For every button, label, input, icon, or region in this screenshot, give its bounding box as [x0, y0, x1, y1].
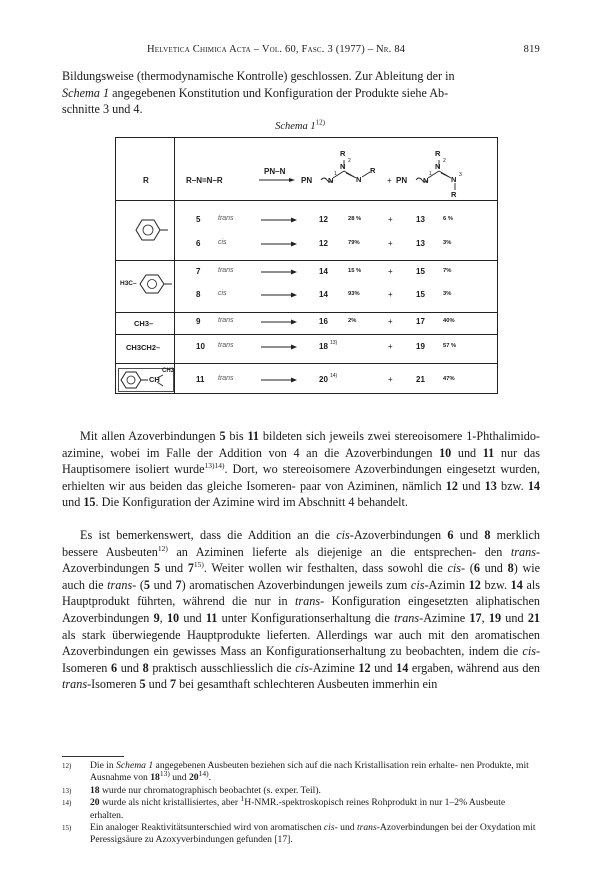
reaction-arrow-icon	[261, 216, 297, 224]
text-run: H-NMR.-spektroskopisch reines Rohprodukt in nur	[244, 797, 443, 809]
text-run: und	[457, 478, 485, 493]
text-run: und	[451, 445, 483, 460]
plus-sign: +	[388, 290, 393, 299]
compound-ref: 9	[153, 610, 160, 625]
text-run: - (	[132, 577, 144, 592]
italic-term: cis	[336, 528, 350, 542]
italic-term: cis	[522, 644, 536, 659]
compound-ref: 5	[219, 429, 226, 443]
tolyl-structure-icon	[136, 274, 172, 296]
product-1-yield: 2%	[348, 318, 357, 324]
product-1-yield: 79%	[348, 240, 360, 246]
configuration-label: trans	[218, 317, 234, 324]
italic-term: trans	[394, 610, 420, 625]
header-locant: 2	[348, 158, 351, 164]
text-run: ,	[481, 610, 489, 625]
configuration-label: trans	[218, 375, 234, 382]
italic-term: Schema 1	[116, 760, 154, 771]
text-run: und	[479, 561, 508, 576]
compound-ref: 12	[358, 660, 371, 675]
compound-ref: 11	[482, 445, 495, 460]
compound-ref: 20	[90, 797, 100, 809]
header-prod-left-pn: PN	[301, 176, 313, 185]
text-run: 1–2% Ausbeute erhalten.	[90, 797, 506, 821]
compound-ref: 19	[488, 610, 502, 625]
product-1-yield: 15 %	[348, 268, 362, 274]
footnote-rule	[62, 756, 124, 757]
text-run: und	[62, 495, 84, 510]
text-run: bzw.	[496, 478, 528, 493]
compound-ref: 14	[527, 478, 541, 493]
text-run: und	[179, 610, 206, 625]
compound-ref: 13	[484, 478, 497, 493]
text-run: und	[160, 561, 188, 576]
schema-ref: Schema 1	[62, 85, 110, 100]
footnote-12	[62, 760, 540, 785]
product-2-yield: 40%	[443, 318, 455, 324]
configuration-label: cis	[218, 290, 227, 297]
header-locant: 3	[459, 172, 462, 178]
text-run: ein gewisses Mass an Konfigurationserhaltung zu beobachten, indem die	[153, 644, 523, 659]
compound-ref: 20	[189, 772, 199, 784]
product-2-number: 19	[416, 342, 425, 351]
text-run: an Aziminen lieferte als diejenige an die entsprechen-	[167, 544, 477, 559]
compound-ref: 8	[142, 660, 149, 675]
text-run: und	[117, 660, 143, 675]
text-run: Ein analoger Reaktivitätsunterschied wird von aromatischen	[90, 822, 324, 834]
text-run: .	[208, 772, 211, 784]
text-run: - und	[334, 822, 357, 834]
italic-term: trans	[62, 677, 88, 692]
product-2-number: 15	[416, 290, 425, 299]
plus-sign: +	[388, 267, 393, 276]
header-plus: +	[387, 176, 392, 185]
footnote-14	[62, 794, 540, 822]
plus-sign: +	[388, 317, 393, 326]
group-divider	[116, 312, 497, 313]
azo-compound-number: 6	[196, 239, 201, 248]
body-paragraph-1	[62, 428, 540, 511]
azo-compound-number: 9	[196, 317, 201, 326]
text-run: nur das Hauptisomere isoliert wurde	[62, 445, 541, 477]
header-r-top2: R	[435, 149, 441, 158]
schema-caption	[0, 118, 600, 132]
text-run: Azoverbindungen eingesetzt wurden, erhielten wir aus beiden das gleiche Isomeren-	[62, 462, 541, 493]
text-run: bis	[225, 429, 248, 443]
group-divider	[116, 363, 497, 364]
header-n-top2: N	[435, 162, 441, 171]
product-1-number: 14	[319, 290, 328, 299]
compound-ref: 7	[169, 677, 177, 692]
product-1-number: 20	[319, 375, 328, 384]
text-run: -Azoverbindungen	[349, 528, 448, 542]
italic-term: trans	[107, 577, 133, 592]
text-run: -Isomeren	[87, 677, 140, 692]
product-1-number: 12	[319, 239, 328, 248]
azo-compound-number: 10	[196, 342, 205, 351]
compound-ref: 10	[166, 610, 180, 625]
text-run: den	[484, 544, 511, 559]
text-run: und	[169, 772, 189, 784]
product-2-number: 13	[416, 215, 425, 224]
footnote-15	[62, 822, 540, 847]
text-run: -Azoverbindungen	[376, 822, 449, 834]
compound-ref: 6	[110, 660, 118, 675]
footnote-ref: 14)	[198, 769, 209, 779]
header-azo: R–N=N–R	[186, 176, 223, 185]
header-structures	[116, 138, 499, 200]
text-run: merklich bessere Ausbeuten	[62, 528, 540, 559]
plus-sign: +	[388, 375, 393, 384]
text-run: und	[501, 610, 528, 625]
footnote-ref: 14)	[330, 373, 338, 379]
text-run: bei der Oxydation mit Peressigsäure zu Azoxyverbindungen gefunden [17].	[90, 822, 536, 846]
text-run: und	[453, 528, 485, 542]
header-reagent: PN–N	[264, 167, 286, 176]
italic-term: cis	[323, 822, 335, 834]
reaction-arrow-icon	[261, 343, 297, 351]
text-run: Konfigurationserhaltung die	[250, 610, 395, 625]
text-run: Die in	[90, 760, 117, 771]
text-run: Es ist bemerkenswert, dass die Addition an die	[80, 528, 337, 542]
azo-compound-number: 7	[196, 267, 201, 276]
footnote-ref: 13)14)	[204, 461, 225, 471]
text-run: als stark überwiegende	[62, 627, 181, 642]
schema-caption-text: Schema 1	[275, 121, 316, 132]
header-r-top1: R	[340, 149, 346, 158]
tolyl-methyl-label: H3C–	[120, 280, 137, 287]
footnote-ref: 12)	[157, 543, 168, 553]
text-run: und	[370, 660, 397, 675]
compound-ref: 12	[468, 577, 481, 592]
azo-compound-number: 8	[196, 290, 201, 299]
group-divider	[116, 334, 497, 335]
footnote-ref: 12)	[315, 118, 325, 127]
product-2-yield: 7%	[443, 268, 452, 274]
product-1-yield: 93%	[348, 291, 360, 297]
body-paragraph-2	[62, 527, 540, 693]
product-2-yield: 6 %	[443, 216, 453, 222]
configuration-label: trans	[218, 267, 234, 274]
header-n-top1: N	[340, 162, 346, 171]
text-run: Konfiguration eingesetzten aliphatischen Azoverbindungen	[62, 594, 541, 625]
text-run: praktisch ausschliesslich die	[148, 660, 296, 675]
footnote-ref: 13)	[159, 769, 170, 779]
header-prod-right-pn: PN	[396, 176, 408, 185]
reaction-arrow-icon	[261, 291, 297, 299]
header-locant: 1	[334, 171, 337, 177]
product-2-number: 13	[416, 239, 425, 248]
product-2-number: 17	[416, 317, 425, 326]
header-locant: 2	[443, 158, 446, 164]
page-number: 819	[523, 44, 540, 55]
compound-ref: 5	[139, 677, 146, 692]
text-run: bildeten sich jeweils zwei stereoisomere	[259, 429, 463, 443]
footnotes	[62, 760, 540, 847]
italic-term: cis	[295, 660, 309, 675]
text-run: -Azimine	[419, 610, 470, 625]
intro-line: Bildungsweise (thermodynamische Kontrolle) geschlossen. Zur Ableitung der in	[62, 69, 455, 83]
compound-ref: 8	[507, 561, 514, 576]
compound-ref: 15	[83, 495, 96, 510]
reaction-arrow-icon	[261, 268, 297, 276]
compound-ref: 14	[510, 577, 523, 592]
journal-reference: Helvetica Chimica Acta – Vol. 60, Fasc. 3 (1977) – Nr. 84	[147, 44, 406, 55]
italic-term: cis	[447, 561, 461, 576]
text-run: ) wie auch die	[62, 561, 541, 592]
header-r: R	[143, 176, 149, 185]
italic-term: trans	[295, 594, 321, 609]
compound-ref: 18	[90, 784, 100, 796]
plus-sign: +	[388, 239, 393, 248]
header-n-right1: N	[356, 175, 362, 184]
text-run: -Azoverbindungen	[62, 544, 540, 576]
text-run: Azimine wird im Abschnitt 4 behandelt.	[212, 495, 408, 510]
footnote-mark: 13)	[62, 786, 72, 795]
product-2-yield: 47%	[443, 376, 455, 382]
product-2-yield: 3%	[443, 240, 452, 246]
compound-ref: 17	[469, 610, 482, 625]
text-run: 1-Phthalimido-azimine, wobei im Falle der Addition von 4 an die Azoverbindungen	[62, 429, 540, 460]
product-2-number: 15	[416, 267, 425, 276]
text-run: paar von Aziminen, nämlich	[299, 478, 446, 493]
plus-sign: +	[388, 342, 393, 351]
ethyl-label: CH3CH2–	[126, 343, 161, 352]
intro-line: schnitte 3 und 4.	[62, 102, 143, 117]
text-run: Mit allen Azoverbindungen	[80, 429, 220, 443]
text-run: Hauptprodukte lieferten. Allerdings war auch mit den aromatischen Azoverbindungen	[62, 627, 540, 659]
header-r-bottom: R	[451, 190, 457, 199]
reaction-arrow-icon	[261, 376, 297, 384]
header-locant: 1	[429, 171, 432, 177]
compound-ref: 6	[447, 528, 454, 542]
compound-ref: 5	[143, 577, 151, 592]
italic-term: trans	[356, 822, 377, 834]
text-run: angegebenen Ausbeuten beziehen sich auf die nach Kristallisation rein erhalte-	[153, 760, 458, 771]
text-run: ergaben, während aus	[408, 660, 519, 675]
footnote-mark: 14)	[62, 799, 72, 808]
compound-ref: 18	[150, 772, 160, 784]
text-run: nen Produkte, mit Ausnahme von	[90, 760, 529, 784]
azo-compound-number: 5	[196, 215, 201, 224]
compound-ref: 8	[484, 528, 491, 542]
footnote-13	[62, 785, 540, 797]
reaction-arrow-icon	[261, 240, 297, 248]
compound-ref: 7	[175, 577, 182, 592]
group-divider	[116, 260, 497, 261]
text-run: zum	[386, 577, 411, 592]
isotope-superscript: 1	[240, 794, 245, 804]
compound-ref: 6	[473, 561, 480, 576]
text-run: -Azimin	[424, 577, 469, 592]
product-2-yield: 3%	[443, 291, 452, 297]
intro-paragraph	[62, 68, 540, 118]
compound-ref: 5	[154, 561, 161, 576]
text-run: -Isomeren	[62, 644, 541, 675]
text-run: bzw.	[480, 577, 511, 592]
text-run: bei gesamthaft schlechteren Ausbeuten immerhin ein	[176, 677, 438, 692]
text-run: und	[145, 677, 170, 692]
compound-ref: 21	[527, 610, 540, 625]
compound-ref: 7	[187, 561, 194, 576]
product-1-number: 18	[319, 342, 328, 351]
reaction-arrow-icon	[261, 318, 297, 326]
compound-ref: 11	[205, 610, 218, 625]
text-run: ,	[159, 610, 167, 625]
text-run: den	[522, 660, 541, 675]
phenethyl-ch3-label: CH3	[162, 368, 175, 374]
text-run: -	[320, 594, 325, 609]
text-run: - (	[460, 561, 474, 576]
compound-ref: 14	[396, 660, 409, 675]
product-1-number: 12	[319, 215, 328, 224]
text-run: -Azimine	[308, 660, 359, 675]
text-run: ) aromatischen Azoverbindungen jeweils	[181, 577, 383, 592]
text-run: . Dort, wo stereoisomere	[224, 462, 351, 477]
footnote-mark: 15)	[62, 824, 72, 833]
footnote-ref: 13)	[330, 340, 338, 346]
text-run: . Die Konfiguration der	[95, 495, 210, 510]
product-2-number: 21	[416, 375, 425, 384]
plus-sign: +	[388, 215, 393, 224]
header-n-left2: N	[423, 176, 429, 185]
text-run: und	[150, 577, 176, 592]
product-1-yield: 28 %	[348, 216, 362, 222]
italic-term: cis	[410, 577, 425, 592]
footnote-ref: 15)	[193, 560, 204, 570]
configuration-label: cis	[218, 239, 227, 246]
italic-term: trans	[510, 544, 536, 559]
text-run: . Weiter wollen wir festhalten, dass sowohl die	[203, 561, 443, 576]
product-1-number: 16	[319, 317, 328, 326]
header-r-tail: R	[370, 166, 376, 175]
product-1-number: 14	[319, 267, 328, 276]
header-divider	[116, 200, 497, 201]
compound-ref: 12	[445, 478, 458, 493]
configuration-label: trans	[218, 342, 234, 349]
product-2-yield: 57 %	[443, 343, 457, 349]
intro-line: angegebenen Konstitution und Konfiguration der Produkte siehe Ab-	[109, 85, 449, 100]
header-n-right2: N	[451, 175, 457, 184]
azo-compound-number: 11	[196, 375, 205, 384]
header-n-left1: N	[328, 176, 334, 185]
footnote-mark: 12)	[62, 762, 72, 770]
text-run: als Hauptprodukt führten, während die nur in	[62, 577, 541, 609]
compound-ref: 10	[439, 445, 452, 460]
phenyl-structure-icon	[128, 218, 168, 244]
phenethyl-ch-label: CH	[149, 375, 160, 384]
text-run: wurde nur chromatographisch beobachtet (s. exper. Teil).	[99, 784, 321, 796]
configuration-label: trans	[218, 215, 234, 222]
methyl-label: CH3–	[134, 319, 154, 328]
compound-ref: 11	[247, 429, 260, 443]
text-run: wurde als nicht kristallisiertes, aber	[99, 797, 241, 809]
schema-table	[115, 137, 498, 394]
text-run: unter	[217, 610, 247, 625]
